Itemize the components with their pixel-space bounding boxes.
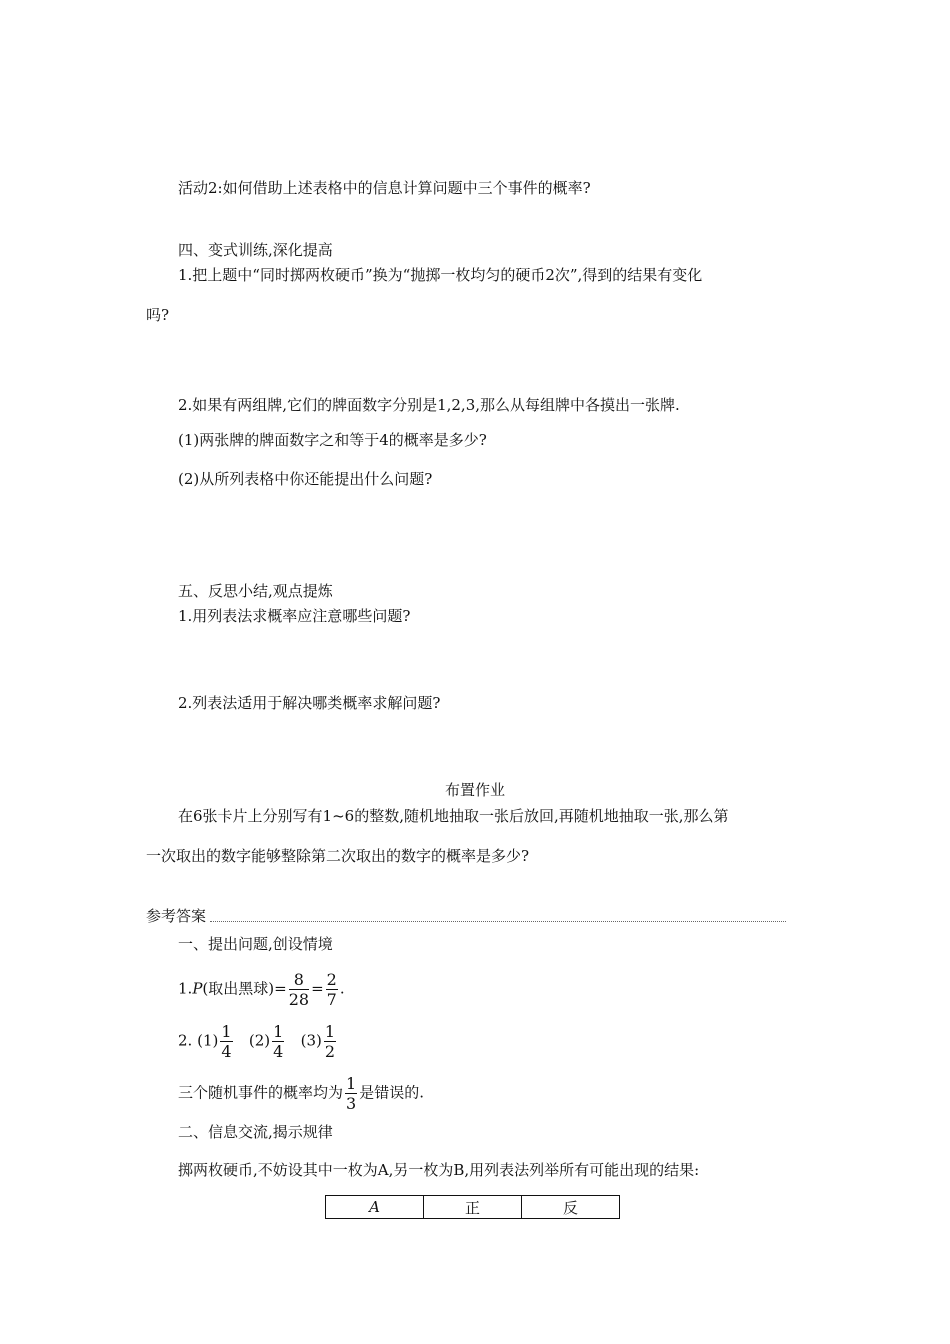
section-4-q1-line2: 吗? [146, 306, 170, 324]
answer-1-fraction-1: $\frac{8}{28}$ [288, 970, 310, 1009]
answer-2 [178, 1022, 338, 1061]
answer-2-item-2-fraction: $\frac{1}{4}$ [273, 1022, 284, 1061]
table-header-cell: A [326, 1196, 424, 1219]
section-5-title: 五、反思小结,观点提炼 [178, 582, 333, 600]
answer-3-text-2: 是错误的. [359, 1083, 424, 1102]
homework-line2: 一次取出的数字能够整除第二次取出的数字的概率是多少? [146, 847, 530, 865]
table-row [326, 1196, 620, 1219]
answer-2-item-1-label: (1) [197, 1031, 219, 1050]
section-4-q1-line1: 1.把上题中“同时掷两枚硬币”换为“抛掷一枚均匀的硬币2次”,得到的结果有变化 [178, 266, 703, 284]
section-4-q2: 2.如果有两组牌,它们的牌面数字分别是1,2,3,那么从每组牌中各摸出一张牌. [178, 396, 680, 414]
answer-1-eq: = [274, 979, 287, 998]
homework-line1: 在6张卡片上分别写有1~6的整数,随机地抽取一张后放回,再随机地抽取一张,那么第 [178, 807, 729, 825]
answer-3 [178, 1074, 424, 1113]
answers-section-2-body: 掷两枚硬币,不妨设其中一枚为A,另一枚为B,用列表法列举所有可能出现的结果: [178, 1161, 700, 1179]
answer-1-event: (取出黑球) [202, 979, 275, 998]
answer-2-item-1-fraction: $\frac{1}{4}$ [221, 1022, 232, 1061]
answers-section-1-title: 一、提出问题,创设情境 [178, 935, 333, 953]
answer-2-item-3-label: (3) [300, 1031, 322, 1050]
answer-1-P: P [192, 979, 203, 998]
answer-2-item-2-label: (2) [248, 1031, 271, 1050]
answer-1-prefix: 1. [178, 979, 193, 998]
activity-2-text: 活动2:如何借助上述表格中的信息计算问题中三个事件的概率? [178, 179, 591, 197]
homework-title: 布置作业 [444, 781, 505, 799]
answer-3-fraction: $\frac{1}{3}$ [346, 1074, 357, 1113]
answers-header [146, 906, 786, 926]
answers-section-2-title: 二、信息交流,揭示规律 [178, 1123, 333, 1141]
table-header-cell: 反 [522, 1196, 620, 1219]
section-5-q2: 2.列表法适用于解决哪类概率求解问题? [178, 694, 441, 712]
results-table [325, 1195, 620, 1219]
answers-title: 参考答案 [146, 907, 207, 925]
section-4-q2-sub2: (2)从所列表格中你还能提出什么问题? [178, 470, 433, 488]
answer-3-text-1: 三个随机事件的概率均为 [178, 1083, 344, 1102]
section-5-q1: 1.用列表法求概率应注意哪些问题? [178, 607, 411, 625]
answer-1-fraction-2: $\frac{2}{7}$ [326, 970, 337, 1009]
answer-1 [178, 970, 345, 1009]
answer-2-item-3-fraction: $\frac{1}{2}$ [324, 1022, 336, 1061]
answer-1-end: . [339, 979, 345, 998]
answer-1-eq-2: = [311, 979, 324, 998]
section-4-q2-sub1: (1)两张牌的牌面数字之和等于4的概率是多少? [178, 431, 487, 449]
answer-2-prefix: 2. [178, 1031, 193, 1050]
section-4-title: 四、变式训练,深化提高 [178, 241, 333, 259]
table-header-cell: 正 [424, 1196, 522, 1219]
dotted-divider [210, 921, 786, 922]
